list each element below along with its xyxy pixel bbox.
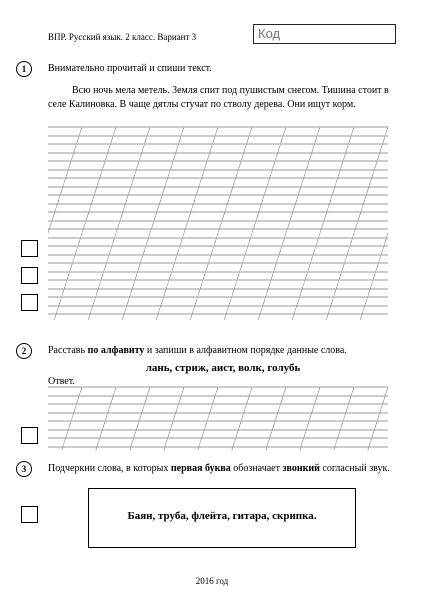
task-number-3: 3 <box>16 461 32 477</box>
answer-label: Ответ. <box>48 376 75 387</box>
task-number-2: 2 <box>16 343 32 359</box>
score-checkbox-2[interactable] <box>21 427 38 444</box>
task3-word-box <box>88 488 356 548</box>
task2-words: лань, стриж, аист, волк, голубь <box>145 362 301 374</box>
task3-instruction: Подчеркни слова, в которых первая буква обозначает звонкий согласный звук. <box>48 463 390 474</box>
task-number-1: 1 <box>16 61 32 77</box>
code-field[interactable]: Код <box>253 24 396 44</box>
task1-text: Всю ночь мела метель. Земля спит под пушистым снегом. Тишина стоит в селе Калиновка. В чаще дятлы стучат по стволу дерева. Они ищут корм. <box>48 85 389 110</box>
footer-year: 2016 год <box>195 576 229 586</box>
score-checkbox-3[interactable] <box>21 506 38 523</box>
task1-instruction: Внимательно прочитай и спиши текст. <box>48 63 212 74</box>
page-header: ВПР. Русский язык. 2 класс. Вариант 3 <box>48 32 197 42</box>
task2-instruction: Расставь по алфавиту и запиши в алфавитном порядке данные слова. <box>48 345 347 356</box>
task3-words: Баян, труба, флейта, гитара, скрипка. <box>127 510 317 522</box>
